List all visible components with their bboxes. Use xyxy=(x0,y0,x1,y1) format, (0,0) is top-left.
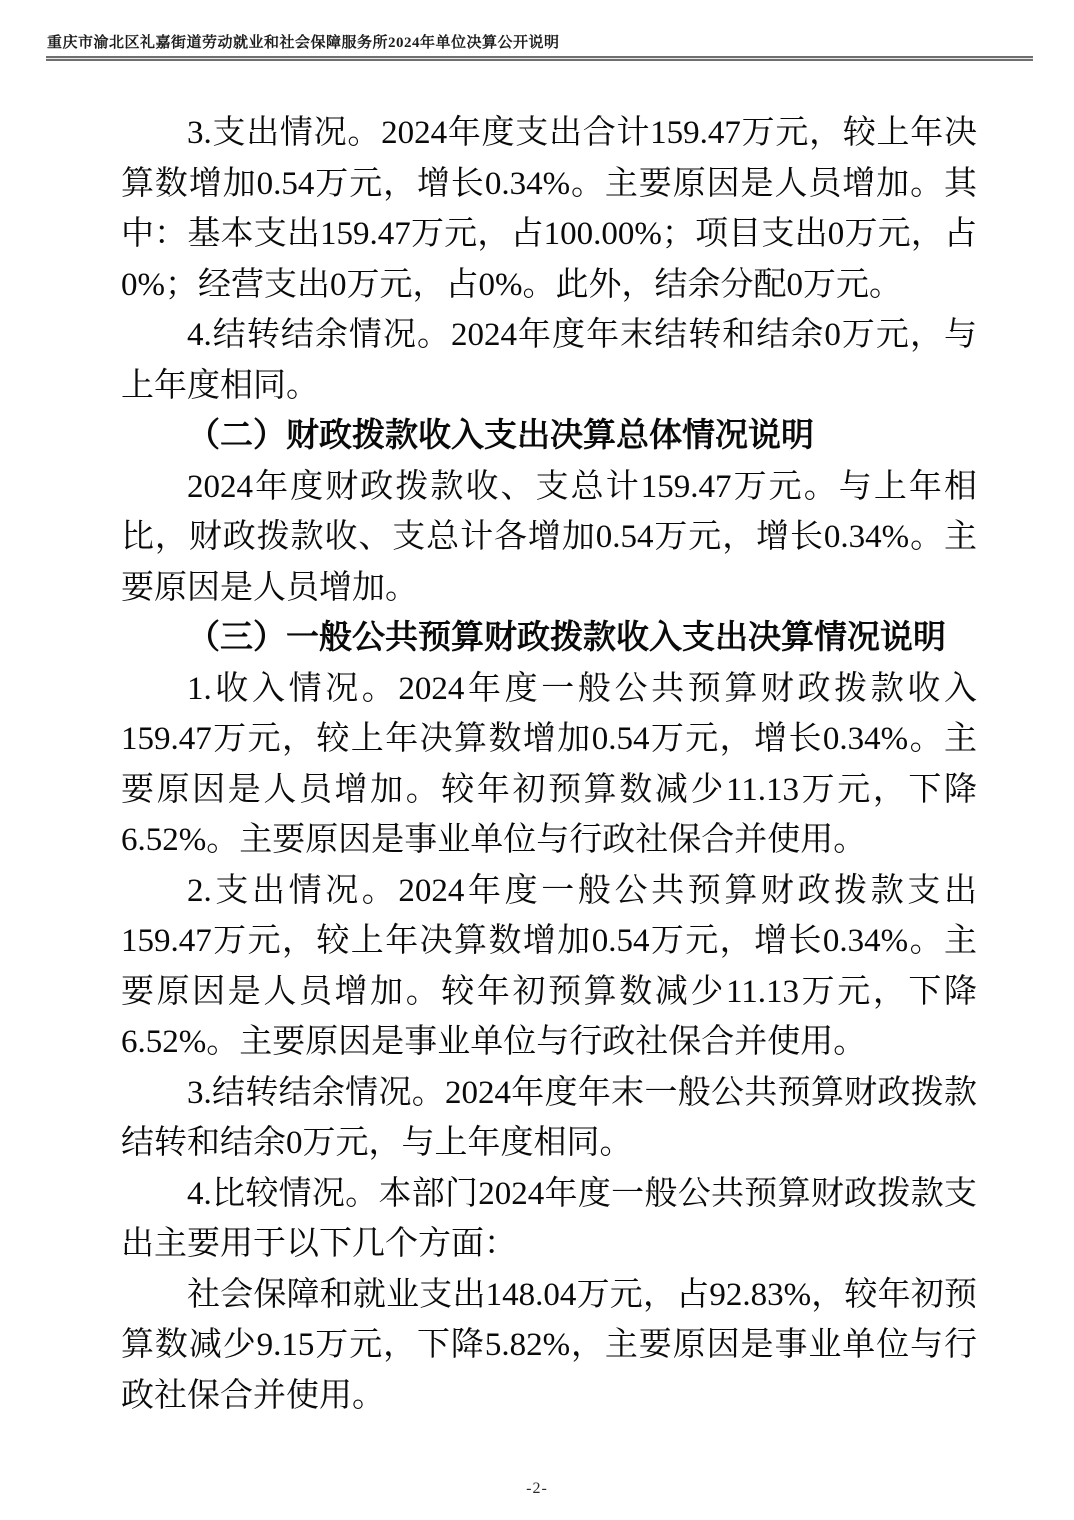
header-rule xyxy=(46,56,1033,61)
section-heading: （二）财政拨款收入支出决算总体情况说明 xyxy=(187,418,814,454)
body-paragraph: 1.收入情况。2024年度一般公共预算财政拨款收入159.47万元，较上年决算数增加0.54万元，增长0.34%。主要原因是人员增加。较年初预算数减少11.13万元，下降6.52%。主要原因是事业单位与行政社保合并使用。 xyxy=(121,670,977,858)
header-title: 重庆市渝北区礼嘉街道劳动就业和社会保障服务所2024年单位决算公开说明 xyxy=(47,35,560,51)
page-footer xyxy=(0,1480,1074,1498)
body-paragraph: 4.比较情况。本部门2024年度一般公共预算财政拨款支出主要用于以下几个方面： xyxy=(121,1175,977,1262)
page-number: -2- xyxy=(526,1480,548,1497)
section-heading: （三）一般公共预算财政拨款收入支出决算情况说明 xyxy=(187,620,946,656)
body-paragraph: 3.支出情况。2024年度支出合计159.47万元，较上年决算数增加0.54万元，增长0.34%。主要原因是人员增加。其中：基本支出159.47万元，占100.00%；项目支出0万元，占0%；经营支出0万元，占0%。此外，结余分配0万元。 xyxy=(121,115,977,303)
body-paragraph: 2024年度财政拨款收、支总计159.47万元。与上年相比，财政拨款收、支总计各增加0.54万元，增长0.34%。主要原因是人员增加。 xyxy=(121,468,977,606)
body-paragraph: 2.支出情况。2024年度一般公共预算财政拨款支出159.47万元，较上年决算数增加0.54万元，增长0.34%。主要原因是人员增加。较年初预算数减少11.13万元，下降6.52%。主要原因是事业单位与行政社保合并使用。 xyxy=(121,872,977,1060)
document-body xyxy=(121,108,977,1421)
body-paragraph: 3.结转结余情况。2024年度年末一般公共预算财政拨款结转和结余0万元，与上年度相同。 xyxy=(121,1074,977,1161)
body-paragraph: 社会保障和就业支出148.04万元，占92.83%，较年初预算数减少9.15万元，下降5.82%，主要原因是事业单位与行政社保合并使用。 xyxy=(121,1276,977,1414)
body-paragraph: 4.结转结余情况。2024年度年末结转和结余0万元，与上年度相同。 xyxy=(121,317,977,404)
